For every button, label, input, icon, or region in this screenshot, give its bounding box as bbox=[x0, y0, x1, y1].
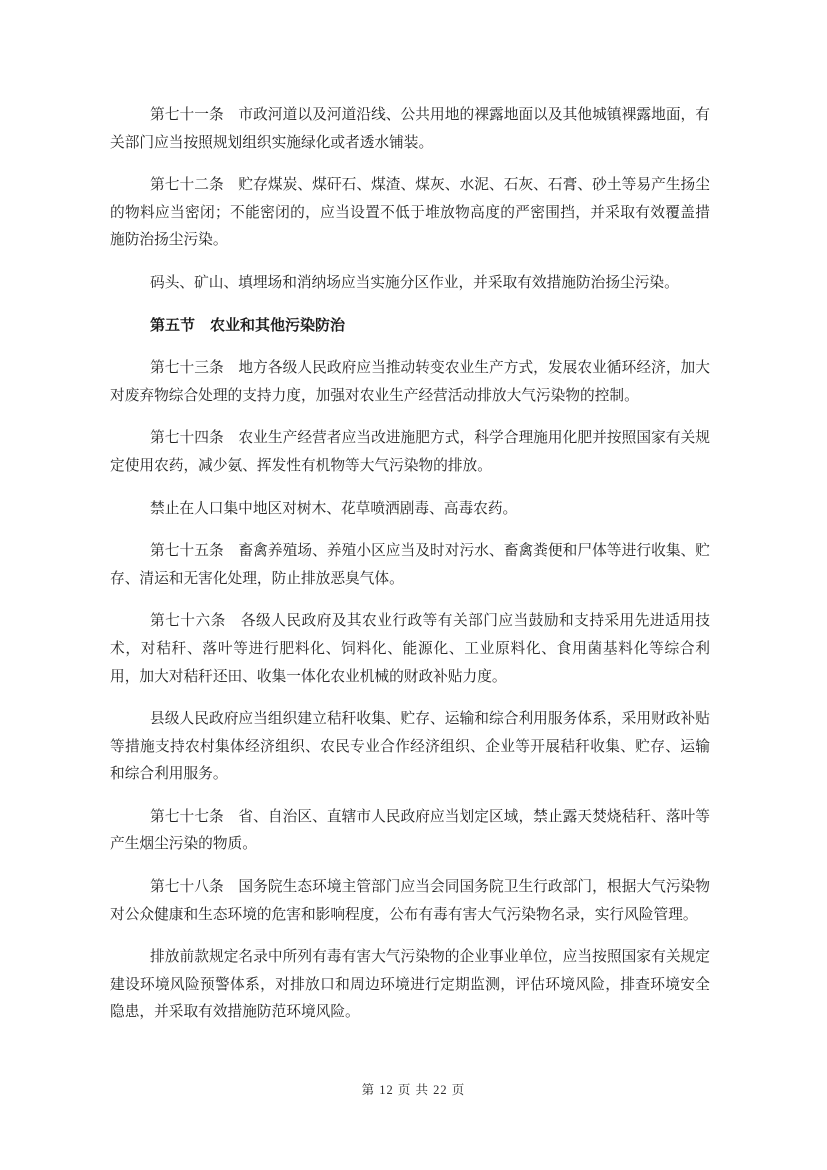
article-72-paragraph-2: 码头、矿山、填埋场和消纳场应当实施分区作业，并采取有效措施防治扬尘污染。 bbox=[150, 274, 679, 291]
article-78-text: 第七十八条 国务院生态环境主管部门应当会同国务院卫生行政部门，根据大气污染物对公众健康和生态环境的危害和影响程度，公布有毒有害大气污染物名录，实行风险管理。 bbox=[110, 879, 710, 923]
article-73-text: 第七十三条 地方各级人民政府应当推动转变农业生产方式，发展农业循环经济，加大对废弃物综合处理的支持力度，加强对农业生产经营活动排放大气污染物的控制。 bbox=[110, 360, 710, 404]
page-number-footer: 第 12 页 共 22 页 bbox=[361, 1083, 466, 1097]
article-74-text: 第七十四条 农业生产经营者应当改进施肥方式，科学合理施用化肥并按照国家有关规定使用农药，减少氨、挥发性有机物等大气污染物的排放。 bbox=[110, 430, 710, 474]
article-76-text: 第七十六条 各级人民政府及其农业行政等有关部门应当鼓励和支持采用先进适用技术，对秸秆、落叶等进行肥料化、饲料化、能源化、工业原料化、食用菌基料化等综合利用，加大对秸秆还田、收集一体化农业机械的财政补贴力度。 bbox=[110, 613, 710, 685]
article-75-text: 第七十五条 畜禽养殖场、养殖小区应当及时对污水、畜禽粪便和尸体等进行收集、贮存、清运和无害化处理，防止排放恶臭气体。 bbox=[110, 543, 710, 587]
article-76-paragraph-2: 县级人民政府应当组织建立秸秆收集、贮存、运输和综合利用服务体系，采用财政补贴等措施支持农村集体经济组织、农民专业合作经济组织、企业等开展秸秆收集、贮存、运输和综合利用服务。 bbox=[110, 711, 710, 783]
article-74-paragraph-2: 禁止在人口集中地区对树木、花草喷洒剧毒、高毒农药。 bbox=[150, 500, 518, 517]
article-77-text: 第七十七条 省、自治区、直辖市人民政府应当划定区域，禁止露天焚烧秸秆、落叶等产生烟尘污染的物质。 bbox=[110, 808, 710, 853]
article-72-text: 第七十二条 贮存煤炭、煤矸石、煤渣、煤灰、水泥、石灰、石膏、砂土等易产生扬尘的物料应当密闭；不能密闭的，应当设置不低于堆放物高度的严密围挡，并采取有效覆盖措施防治扬尘污染。 bbox=[110, 177, 710, 249]
section-5-heading: 第五节 农业和其他污染防治 bbox=[150, 317, 346, 334]
article-71-text: 第七十一条 市政河道以及河道沿线、公共用地的裸露地面以及其他城镇裸露地面，有关部门应当按照规划组织实施绿化或者透水铺装。 bbox=[110, 107, 710, 151]
article-78-paragraph-2: 排放前款规定名录中所列有毒有害大气污染物的企业事业单位，应当按照国家有关规定建设环境风险预警体系，对排放口和周边环境进行定期监测，评估环境风险，排查环境安全隐患，并采取有效措施防范环境风险。 bbox=[110, 949, 710, 1021]
document-body bbox=[110, 102, 710, 1027]
